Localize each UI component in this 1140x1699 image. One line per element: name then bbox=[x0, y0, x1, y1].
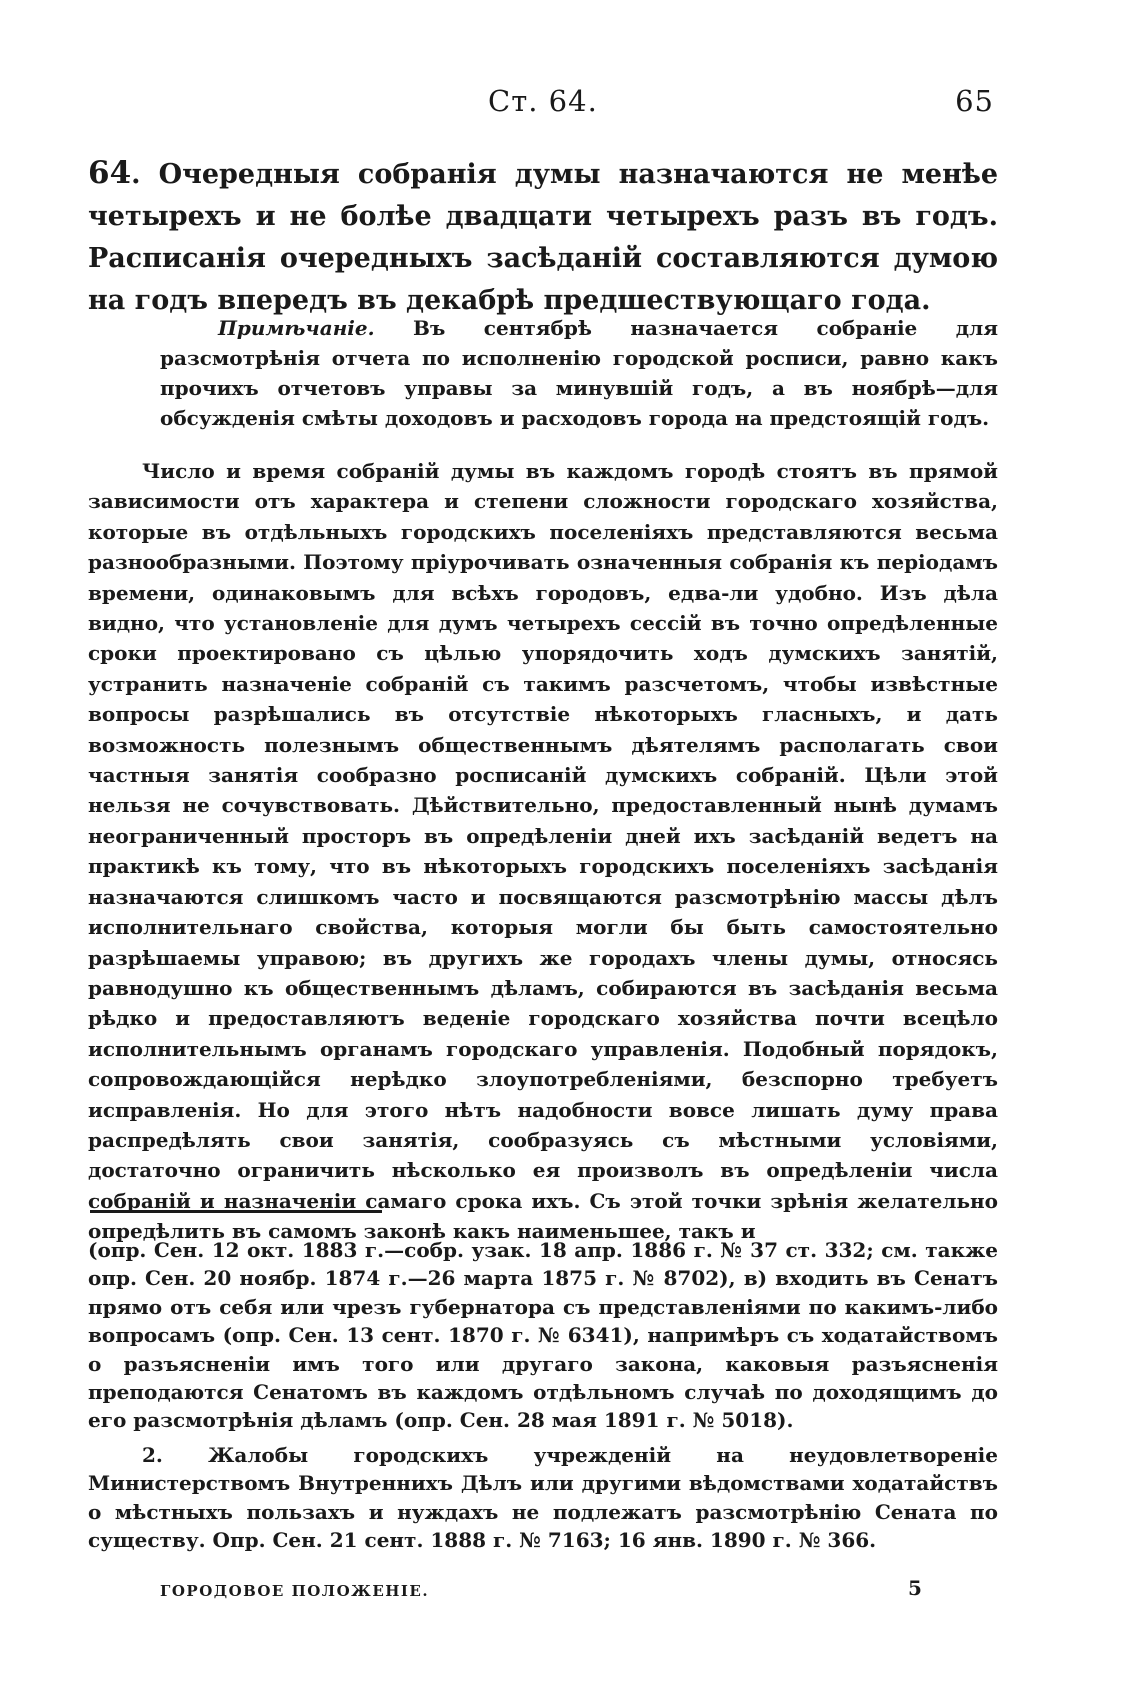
commentary-paragraph: Число и время собраній думы въ каждомъ городѣ стоятъ въ прямой зависимости отъ характера и степени сложности городскаго хозяйства, которые въ отдѣльныхъ городскихъ поселеніяхъ представляются весьма разнообразными. Поэтому пріурочивать означенныя собранія къ періодамъ времени, одинаковымъ для всѣхъ городовъ, едва-ли удобно. Изъ дѣла видно, что установленіе для думъ четырехъ сессій въ точно опредѣленные сроки проектировано съ цѣлью упорядочить ходъ думскихъ занятій, устранить назначеніе собраній съ такимъ разсчетомъ, чтобы извѣстные вопросы разрѣшались въ отсутствіе нѣкоторыхъ гласныхъ, и дать возможность полезнымъ общественнымъ дѣятелямъ располагать свои частныя занятія сообразно росписаній думскихъ собраній. Цѣли этой нельзя не сочувствовать. Дѣйствительно, предоставленный нынѣ думамъ неограниченный просторъ въ опредѣленіи дней ихъ засѣданій ведетъ на практикѣ къ тому, что въ нѣкоторыхъ городскихъ поселеніяхъ засѣданія назначаются слишкомъ часто и посвящаются разсмотрѣнію массы дѣлъ исполнительнаго свойства, которыя могли бы быть самостоятельно разрѣшаемы управою; въ другихъ же городахъ члены думы, относясь равнодушно къ общественнымъ дѣламъ, собираются въ засѣданія весьма рѣдко и предоставляютъ веденіе городскаго хозяйства почти всецѣло исполнительнымъ органамъ городскаго управленія. Подобный порядокъ, сопровождающійся нерѣдко злоупотребленіями, безспорно требуетъ исправленія. Но для этого нѣтъ надобности вовсе лишать думу права распредѣлять свои занятія, сообразуясь съ мѣстными условіями, достаточно ограничить нѣсколько ея произволъ въ опредѣленіи числа собраній и назначеніи самаго срока ихъ. Съ этой точки зрѣнія желательно опредѣлить въ самомъ законѣ какъ наименьшее, такъ и bbox=[88, 459, 998, 1244]
footnote-divider bbox=[90, 1210, 382, 1213]
header-article-ref: Ст. 64. bbox=[488, 84, 598, 118]
footnote-continuation: (опр. Сен. 12 окт. 1883 г.—собр. узак. 18 апр. 1886 г. № 37 ст. 332; см. также опр. Сен. 20 ноябр. 1874 г.—26 марта 1875 г. № 8702), в) входить въ Сенатъ прямо отъ себя или чрезъ губернатора съ представленіями по какимъ-либо вопросамъ (опр. Сен. 13 сент. 1870 г. № 6341), напримѣръ съ ходатайствомъ о разъясненіи имъ того или другаго закона, каковыя разъясненія преподаются Сенатомъ въ каждомъ отдѣльномъ случаѣ по доходящимъ до его разсмотрѣнія дѣламъ (опр. Сен. 28 мая 1891 г. № 5018). bbox=[88, 1238, 998, 1433]
header-page-number: 65 bbox=[955, 84, 994, 118]
article-number: 64 bbox=[88, 155, 132, 191]
note-label: Примѣчаніе. bbox=[218, 316, 375, 340]
article-text bbox=[88, 152, 998, 322]
signature-number: 5 bbox=[908, 1576, 922, 1600]
footnote-item-2: 2. Жалобы городскихъ учрежденій на неудовлетвореніе Министерствомъ Внутреннихъ Дѣлъ или другими вѣдомствами ходатайствъ о мѣстныхъ пользахъ и нуждахъ не подлежатъ разсмотрѣнію Сената по существу. Опр. Сен. 21 сент. 1888 г. № 7163; 16 янв. 1890 г. № 366. bbox=[88, 1442, 998, 1553]
running-header bbox=[0, 84, 1140, 134]
footnotes-block bbox=[88, 1236, 998, 1554]
article-body: . Очередныя собранія думы назначаются не менѣе четырехъ и не болѣе двадцати четырехъ разъ въ годъ. Расписанія очередныхъ засѣданій составляются думою на годъ впередъ въ декабрѣ предшествующаго года. bbox=[88, 159, 998, 316]
note-body: Въ сентябрѣ назначается собраніе для разсмотрѣнія отчета по исполненію городской росписи, равно какъ прочихъ отчетовъ управы за минувшій годъ, а въ ноябрѣ—для обсужденія смѣты доходовъ и расходовъ города на предстоящій годъ. bbox=[160, 316, 998, 430]
note-block bbox=[160, 313, 998, 433]
signature-mark: ГОРОДОВОЕ ПОЛОЖЕНІЕ. bbox=[160, 1582, 430, 1600]
